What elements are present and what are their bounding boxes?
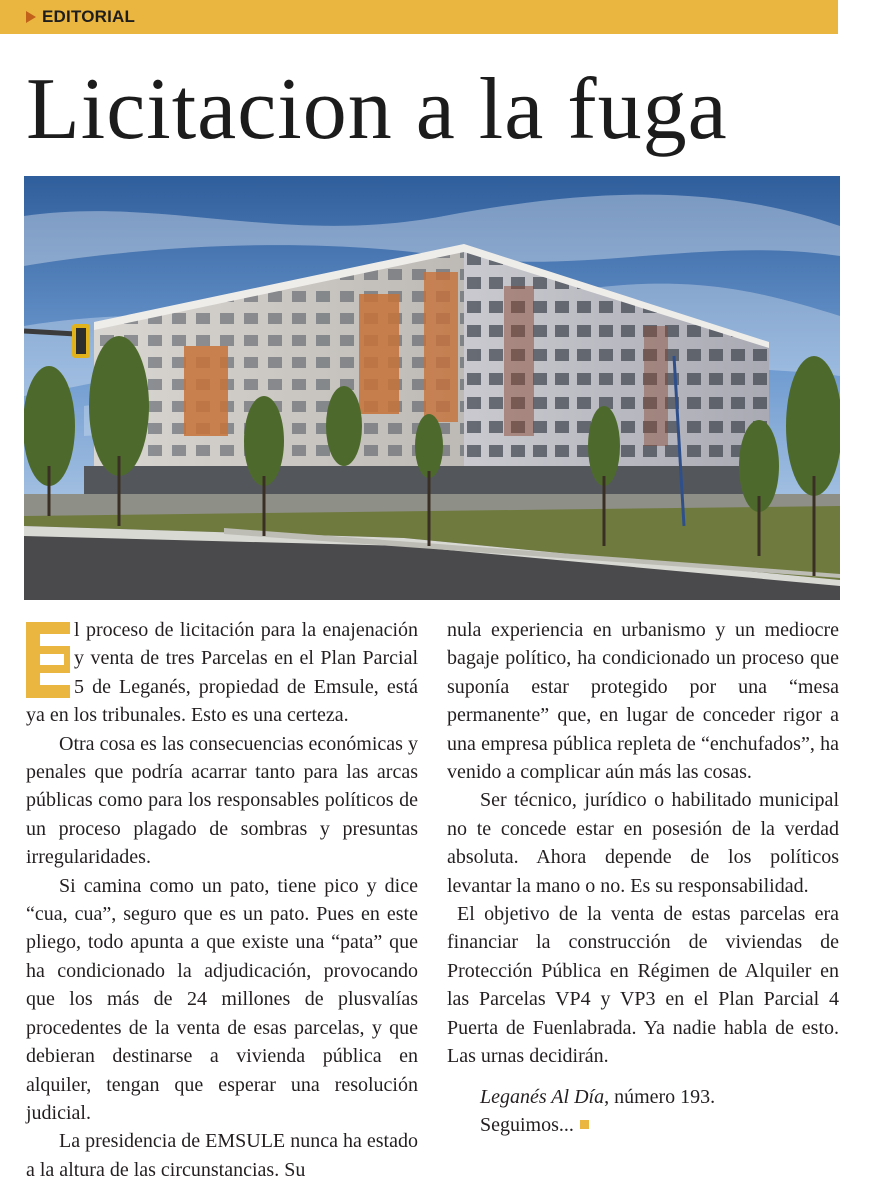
- dropcap: [26, 622, 70, 698]
- article-paragraph: La presidencia de EMSULE nunca ha estado a la altura de las circunstancias. Su: [26, 1130, 418, 1181]
- article-paragraph: Otra cosa es las consecuencias económicas y penales que podría acarrar tanto para las arcas públicas como para los responsables políticos de un proceso plagado de sombras y presuntas irregularidades.: [26, 732, 418, 869]
- article-photo: [24, 176, 840, 600]
- issue-number: , número 193.: [604, 1085, 716, 1108]
- closing-line: [447, 1111, 839, 1139]
- article-paragraph-text: l proceso de licitación para la enajenación y venta de tres Parcelas en el Plan Parcial 5 de Leganés, propiedad de Emsule, está ya en los tribunales. Esto es una certeza.: [26, 619, 418, 727]
- signature: [447, 1083, 839, 1140]
- article-paragraph: Si camina como un pato, tiene pico y dice “cua, cua”, seguro que es un pato. Pues en este pliego, todo apunta a que existe una “pata” que ha condicionado la adjudicación, provocando que los más de 24 millones de plusvalías procedentes de la venta de esas parcelas, y que debieran destinarse a vivienda pública en alquiler, tengan que esperar una resolución judicial.: [26, 874, 418, 1124]
- article-paragraph: [26, 616, 418, 730]
- article-column-left: [26, 616, 418, 1184]
- section-label: EDITORIAL: [42, 7, 136, 26]
- headline: Licitacion a la fuga: [26, 61, 728, 158]
- signature-line: [447, 1083, 839, 1111]
- section-bar: [0, 0, 838, 34]
- end-mark-icon: [580, 1120, 589, 1129]
- section-arrow-icon: [26, 11, 36, 23]
- article-paragraph: nula experiencia en urbanismo y un mediocre bagaje político, ha condicionado un proceso que suponía estar protegido por una “mesa permanente” que, en lugar de conceder rigor a una empresa pública repleta de “enchufados”, ha venido a complicar aún más las cosas.: [447, 619, 839, 784]
- publication-name: Leganés Al Día: [480, 1085, 605, 1108]
- closing-text: Seguimos...: [480, 1113, 574, 1136]
- article-paragraph: Ser técnico, jurídico o habilitado municipal no te concede estar en posesión de la verdad absoluta. Ahora depende de los políticos levantar la mano o no. Es su responsabilidad.: [447, 789, 839, 897]
- article-column-right: [447, 616, 839, 1139]
- article-paragraph: El objetivo de la venta de estas parcelas era financiar la construcción de viviendas de Protección Pública en Régimen de Alquiler en las Parcelas VP4 y VP3 en el Plan Parcial 4 Puerta de Fuenlabrada. Ya nadie habla de esto. Las urnas decidirán.: [447, 903, 839, 1068]
